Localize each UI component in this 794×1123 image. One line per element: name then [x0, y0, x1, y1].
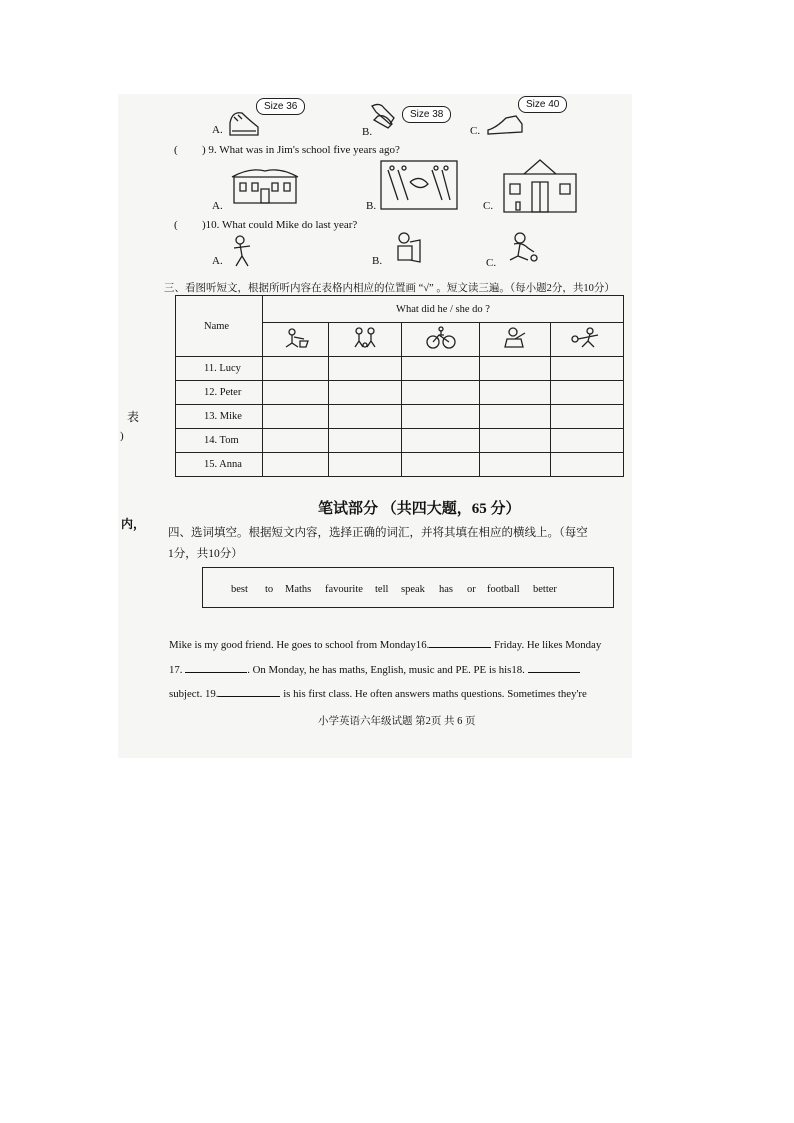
- answer-cell[interactable]: [263, 405, 329, 429]
- answer-cell[interactable]: [402, 381, 480, 405]
- margin-mark-biao: 表: [127, 410, 140, 424]
- size-40-bubble: Size 40: [518, 96, 567, 113]
- section4-instruction-line1: 四、选词填空。根据短文内容，选择正确的词汇，并将其填在相应的横线上。（每空: [168, 527, 588, 539]
- boy-skating-image: [226, 234, 258, 270]
- shoe-b-image: [368, 100, 402, 130]
- answer-cell[interactable]: [263, 429, 329, 453]
- q9-option-a: A.: [212, 200, 223, 212]
- passage-line-3: subject. 19. is his first class. He often answers maths questions. Sometimes they're: [169, 688, 587, 700]
- passage-line-1: Mike is my good friend. He goes to school from Monday16. Friday. He likes Monday: [169, 639, 602, 651]
- table-row-name: 15. Anna: [176, 453, 263, 477]
- answer-cell[interactable]: [402, 453, 480, 477]
- blank-16[interactable]: [429, 637, 491, 648]
- page-footer: 小学英语六年级试题 第2页 共 6 页: [318, 716, 476, 727]
- option-a-label: A.: [212, 124, 223, 136]
- name-header: Name: [176, 296, 263, 357]
- answer-cell[interactable]: [480, 453, 551, 477]
- word-bank-item: to: [265, 584, 274, 595]
- playground-crowd-image: [380, 160, 458, 210]
- badminton-icon: [551, 323, 624, 357]
- table-row-name: 13. Mike: [176, 405, 263, 429]
- section3-instruction: 三、看图听短文，根据所听内容在表格内相应的位置画 “√” 。短文读三遍。（每小题2分，共10分）: [164, 283, 615, 294]
- word-bank-item: better: [533, 584, 557, 595]
- answer-cell[interactable]: [263, 381, 329, 405]
- q10-answer-paren[interactable]: (: [174, 219, 178, 231]
- answer-cell[interactable]: [551, 357, 624, 381]
- answer-cell[interactable]: [551, 381, 624, 405]
- answer-cell[interactable]: [480, 357, 551, 381]
- q10-option-b: B.: [372, 255, 383, 267]
- listening-table: [175, 295, 624, 477]
- answer-cell[interactable]: [329, 357, 402, 381]
- size-38-bubble: Size 38: [402, 106, 451, 123]
- answer-cell[interactable]: [480, 429, 551, 453]
- modern-school-building-image: [502, 158, 578, 214]
- answer-cell[interactable]: [551, 429, 624, 453]
- word-bank-item: has: [439, 584, 453, 595]
- table-row-name: 12. Peter: [176, 381, 263, 405]
- word-bank-item: tell: [375, 584, 389, 595]
- cycling-icon: [402, 323, 480, 357]
- q9-answer-paren[interactable]: (: [174, 144, 178, 156]
- q10-option-c: C.: [486, 257, 497, 269]
- blank-17[interactable]: [185, 662, 247, 673]
- blank-19[interactable]: [218, 686, 280, 697]
- answer-cell[interactable]: [263, 357, 329, 381]
- margin-mark-nei: 内，: [121, 517, 146, 531]
- boy-reading-image: [392, 230, 422, 266]
- q9-option-b: B.: [366, 200, 377, 212]
- q9-option-c: C.: [483, 200, 494, 212]
- answer-cell[interactable]: [329, 381, 402, 405]
- answer-cell[interactable]: [329, 453, 402, 477]
- margin-mark-paren: ): [120, 430, 124, 442]
- word-bank-item: speak: [401, 584, 425, 595]
- answer-cell[interactable]: [402, 429, 480, 453]
- passage-line-2: 17. . On Monday, he has maths, English, music and PE. PE is his18.: [169, 662, 580, 676]
- answer-cell[interactable]: [480, 405, 551, 429]
- q10-question: )10. What could Mike do last year?: [202, 219, 358, 231]
- football-icon: [329, 323, 402, 357]
- blank-18[interactable]: [528, 662, 580, 673]
- table-row-name: 11. Lucy: [176, 357, 263, 381]
- answer-cell[interactable]: [480, 381, 551, 405]
- answer-cell[interactable]: [551, 453, 624, 477]
- word-bank-item: or: [467, 584, 476, 595]
- word-bank-item: best: [231, 584, 248, 595]
- answer-cell[interactable]: [551, 405, 624, 429]
- shoe-c-image: [486, 112, 526, 138]
- word-bank-item: Maths: [285, 584, 312, 595]
- answer-cell[interactable]: [329, 429, 402, 453]
- section4-instruction-line2: 1分，共10分）: [168, 548, 243, 560]
- table-row-name: 14. Tom: [176, 429, 263, 453]
- answer-cell[interactable]: [402, 405, 480, 429]
- answer-cell[interactable]: [402, 357, 480, 381]
- cooking-icon: [263, 323, 329, 357]
- q9-question: ) 9. What was in Jim's school five years ago?: [202, 144, 400, 156]
- option-b-label: B.: [362, 126, 373, 138]
- boy-playing-image: [504, 230, 540, 264]
- size-36-bubble: Size 36: [256, 98, 305, 115]
- answer-cell[interactable]: [263, 453, 329, 477]
- activity-header: What did he / she do ?: [263, 296, 624, 323]
- reading-icon: [480, 323, 551, 357]
- old-school-building-image: [230, 163, 300, 205]
- word-bank-item: favourite: [325, 584, 363, 595]
- word-bank-item: football: [487, 584, 520, 595]
- word-bank-box: [202, 567, 614, 608]
- written-section-heading: 笔试部分 （共四大题，65 分）: [318, 501, 521, 517]
- answer-cell[interactable]: [329, 405, 402, 429]
- q10-option-a: A.: [212, 255, 223, 267]
- option-c-label: C.: [470, 125, 481, 137]
